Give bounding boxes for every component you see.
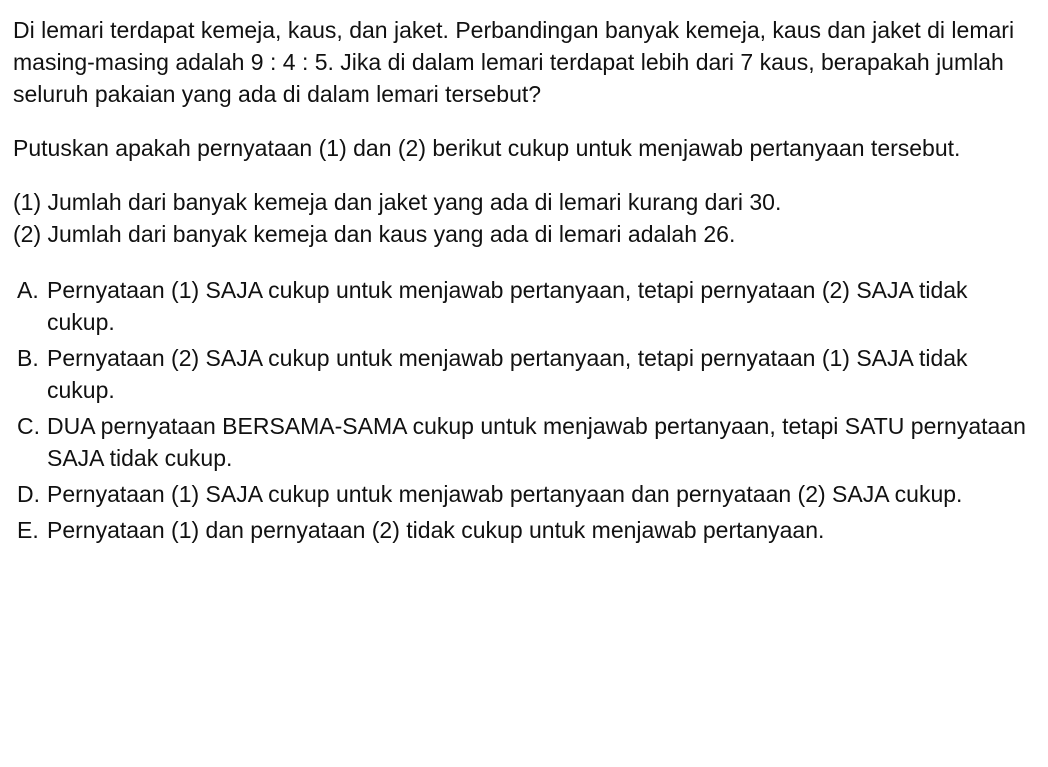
instruction-text: Putuskan apakah pernyataan (1) dan (2) berikut cukup untuk menjawab pertanyaan tersebut. [13, 135, 961, 161]
option-d[interactable] [13, 478, 1034, 510]
option-letter: B. [17, 345, 39, 371]
option-c[interactable] [13, 410, 1034, 474]
question-text: Di lemari terdapat kemeja, kaus, dan jaket. Perbandingan banyak kemeja, kaus dan jaket di lemari masing-masing adalah 9 : 4 : 5. Jika di dalam lemari terdapat lebih dari 7 kaus, berapakah jumlah seluruh pakaian yang ada di dalam lemari tersebut? [13, 17, 1015, 107]
option-b[interactable] [13, 342, 1034, 406]
option-letter: E. [17, 517, 39, 543]
option-letter: A. [17, 277, 39, 303]
option-text: Pernyataan (1) SAJA cukup untuk menjawab pertanyaan dan pernyataan (2) SAJA cukup. [47, 481, 963, 507]
option-a[interactable] [13, 274, 1034, 338]
statement-2: (2) Jumlah dari banyak kemeja dan kaus yang ada di lemari adalah 26. [13, 221, 736, 247]
option-text: Pernyataan (1) SAJA cukup untuk menjawab pertanyaan, tetapi pernyataan (2) SAJA tidak cukup. [47, 277, 968, 335]
option-letter: D. [17, 481, 40, 507]
option-text: Pernyataan (1) dan pernyataan (2) tidak cukup untuk menjawab pertanyaan. [47, 517, 825, 543]
answer-options [13, 274, 1034, 546]
option-text: DUA pernyataan BERSAMA-SAMA cukup untuk menjawab pertanyaan, tetapi SATU pernyataan SAJA tidak cukup. [47, 413, 1026, 471]
option-e[interactable] [13, 514, 1034, 546]
statement-1: (1) Jumlah dari banyak kemeja dan jaket yang ada di lemari kurang dari 30. [13, 189, 782, 215]
option-text: Pernyataan (2) SAJA cukup untuk menjawab pertanyaan, tetapi pernyataan (1) SAJA tidak cukup. [47, 345, 968, 403]
statements-list [13, 186, 1034, 250]
option-letter: C. [17, 413, 40, 439]
